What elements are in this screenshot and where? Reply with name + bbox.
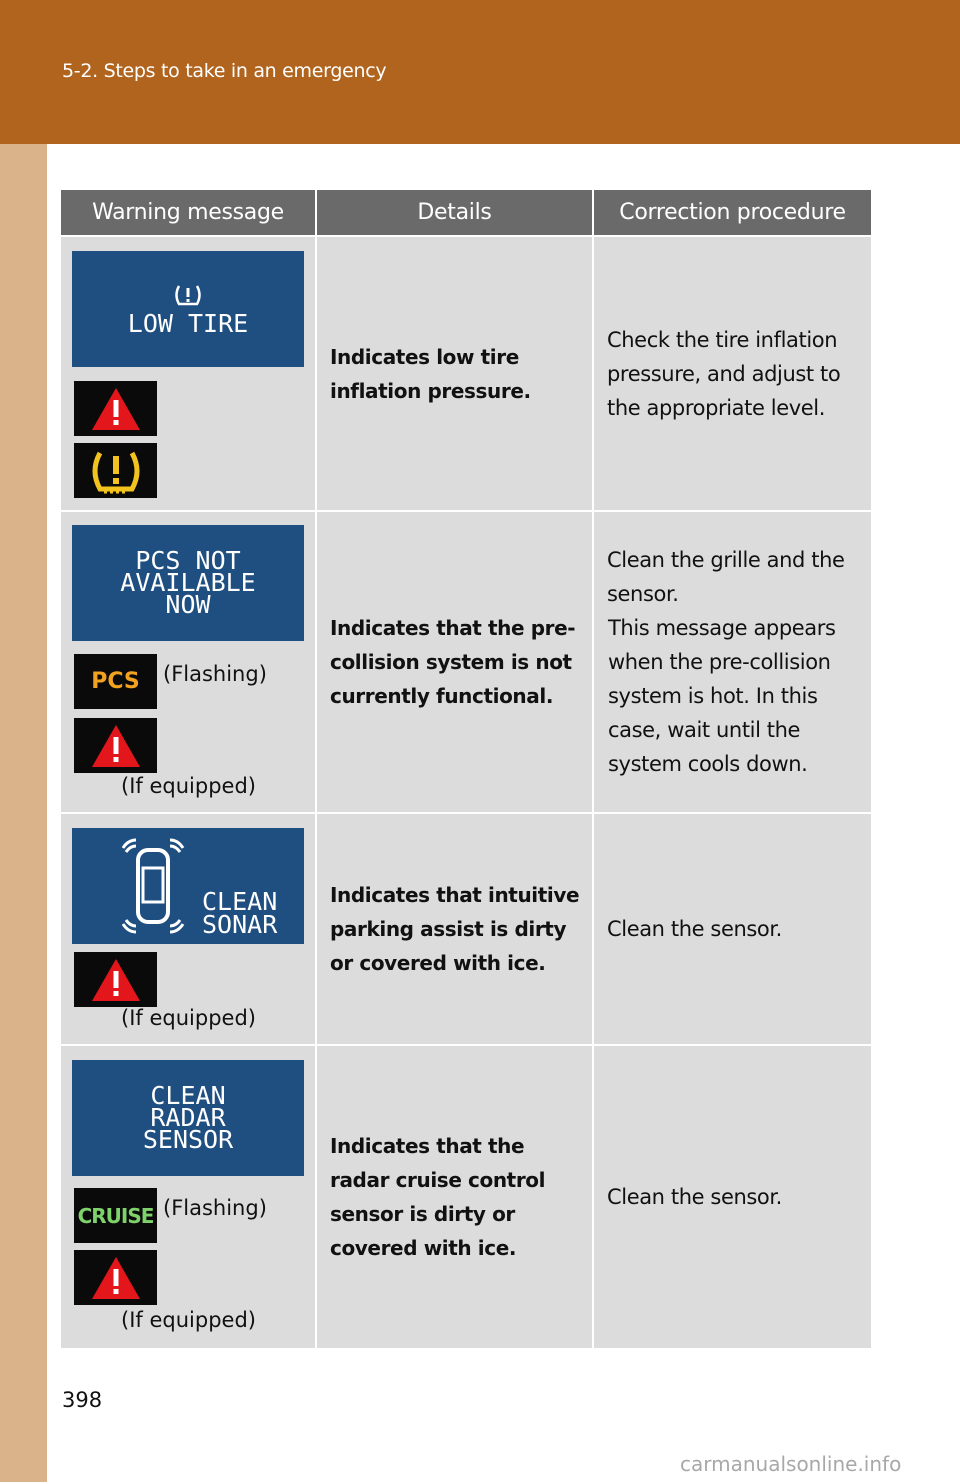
details-cell xyxy=(316,813,593,1045)
details-text: Indicates that the radar cruise control sensor is dirty or covered with ice. xyxy=(330,1134,546,1260)
warning-cell-low-tire xyxy=(61,236,316,511)
display-line: SONAR xyxy=(202,910,278,939)
master-warning-indicator xyxy=(74,718,157,773)
flashing-label: (Flashing) xyxy=(163,662,267,686)
correction-text: Clean the sensor. xyxy=(607,917,782,941)
low-tire-display xyxy=(72,251,304,367)
warning-triangle-icon xyxy=(90,1255,142,1301)
cruise-indicator-label: CRUISE xyxy=(77,1203,154,1228)
details-cell xyxy=(316,1045,593,1348)
tire-pressure-icon xyxy=(170,283,206,307)
warning-cell-clean-sonar xyxy=(61,813,316,1045)
details-cell xyxy=(316,236,593,511)
display-line: CLEAN xyxy=(202,887,278,916)
header-correction-procedure: Correction procedure xyxy=(593,190,871,236)
warning-cell-pcs xyxy=(61,511,316,813)
display-line: LOW TIRE xyxy=(127,309,249,338)
clean-sonar-display xyxy=(72,828,304,944)
warning-triangle-icon xyxy=(90,723,142,769)
pcs-indicator-label: PCS xyxy=(91,669,140,694)
table-row xyxy=(61,236,871,511)
clean-radar-display xyxy=(72,1060,304,1176)
master-warning-indicator xyxy=(74,381,157,436)
master-warning-indicator xyxy=(74,1250,157,1305)
display-line: AVAILABLE xyxy=(120,568,256,597)
if-equipped-label: (If equipped) xyxy=(121,1308,256,1332)
parking-sensor-car-icon xyxy=(118,836,188,936)
page-header xyxy=(0,0,960,144)
cruise-indicator xyxy=(74,1188,157,1243)
warning-triangle-icon xyxy=(90,386,142,432)
page-number: 398 xyxy=(62,1388,103,1412)
display-line: RADAR xyxy=(150,1103,226,1132)
table-row xyxy=(61,1045,871,1348)
display-line: CLEAN xyxy=(150,1081,226,1110)
display-line: PCS NOT xyxy=(135,546,241,575)
if-equipped-label: (If equipped) xyxy=(121,774,256,798)
pcs-display xyxy=(72,525,304,641)
watermark: carmanualsonline.info xyxy=(680,1452,902,1476)
correction-text: Clean the sensor. xyxy=(607,1185,782,1209)
correction-cell xyxy=(593,511,871,813)
tire-pressure-indicator xyxy=(74,443,157,498)
correction-note: This message appears when the pre-collision system is hot. In this case, wait until the system cools down. xyxy=(608,616,836,776)
details-text: Indicates that the pre-collision system is not currently functional. xyxy=(330,616,576,708)
correction-text: Check the tire inflation pressure, and adjust to the appropriate level. xyxy=(607,327,841,420)
warning-message-table xyxy=(61,190,871,1348)
correction-cell xyxy=(593,236,871,511)
correction-cell xyxy=(593,813,871,1045)
details-text: Indicates that intuitive parking assist is dirty or covered with ice. xyxy=(330,883,580,975)
section-title: 5-2. Steps to take in an emergency xyxy=(62,60,387,82)
display-line: NOW xyxy=(165,590,211,619)
table-header-row xyxy=(61,190,871,236)
correction-text: Clean the grille and the sensor. xyxy=(607,548,845,606)
table-row xyxy=(61,813,871,1045)
pcs-indicator xyxy=(74,654,157,709)
warning-triangle-icon xyxy=(90,957,142,1003)
side-strip xyxy=(0,144,47,1482)
details-cell xyxy=(316,511,593,813)
if-equipped-label: (If equipped) xyxy=(121,1006,256,1030)
tire-pressure-warning-icon xyxy=(86,447,146,495)
master-warning-indicator xyxy=(74,952,157,1007)
header-warning-message: Warning message xyxy=(61,190,316,236)
correction-cell xyxy=(593,1045,871,1348)
flashing-label: (Flashing) xyxy=(163,1196,267,1220)
warning-cell-clean-radar xyxy=(61,1045,316,1348)
details-text: Indicates low tire inflation pressure. xyxy=(330,344,531,403)
table-row xyxy=(61,511,871,813)
display-line: SENSOR xyxy=(142,1125,234,1154)
header-details: Details xyxy=(316,190,593,236)
